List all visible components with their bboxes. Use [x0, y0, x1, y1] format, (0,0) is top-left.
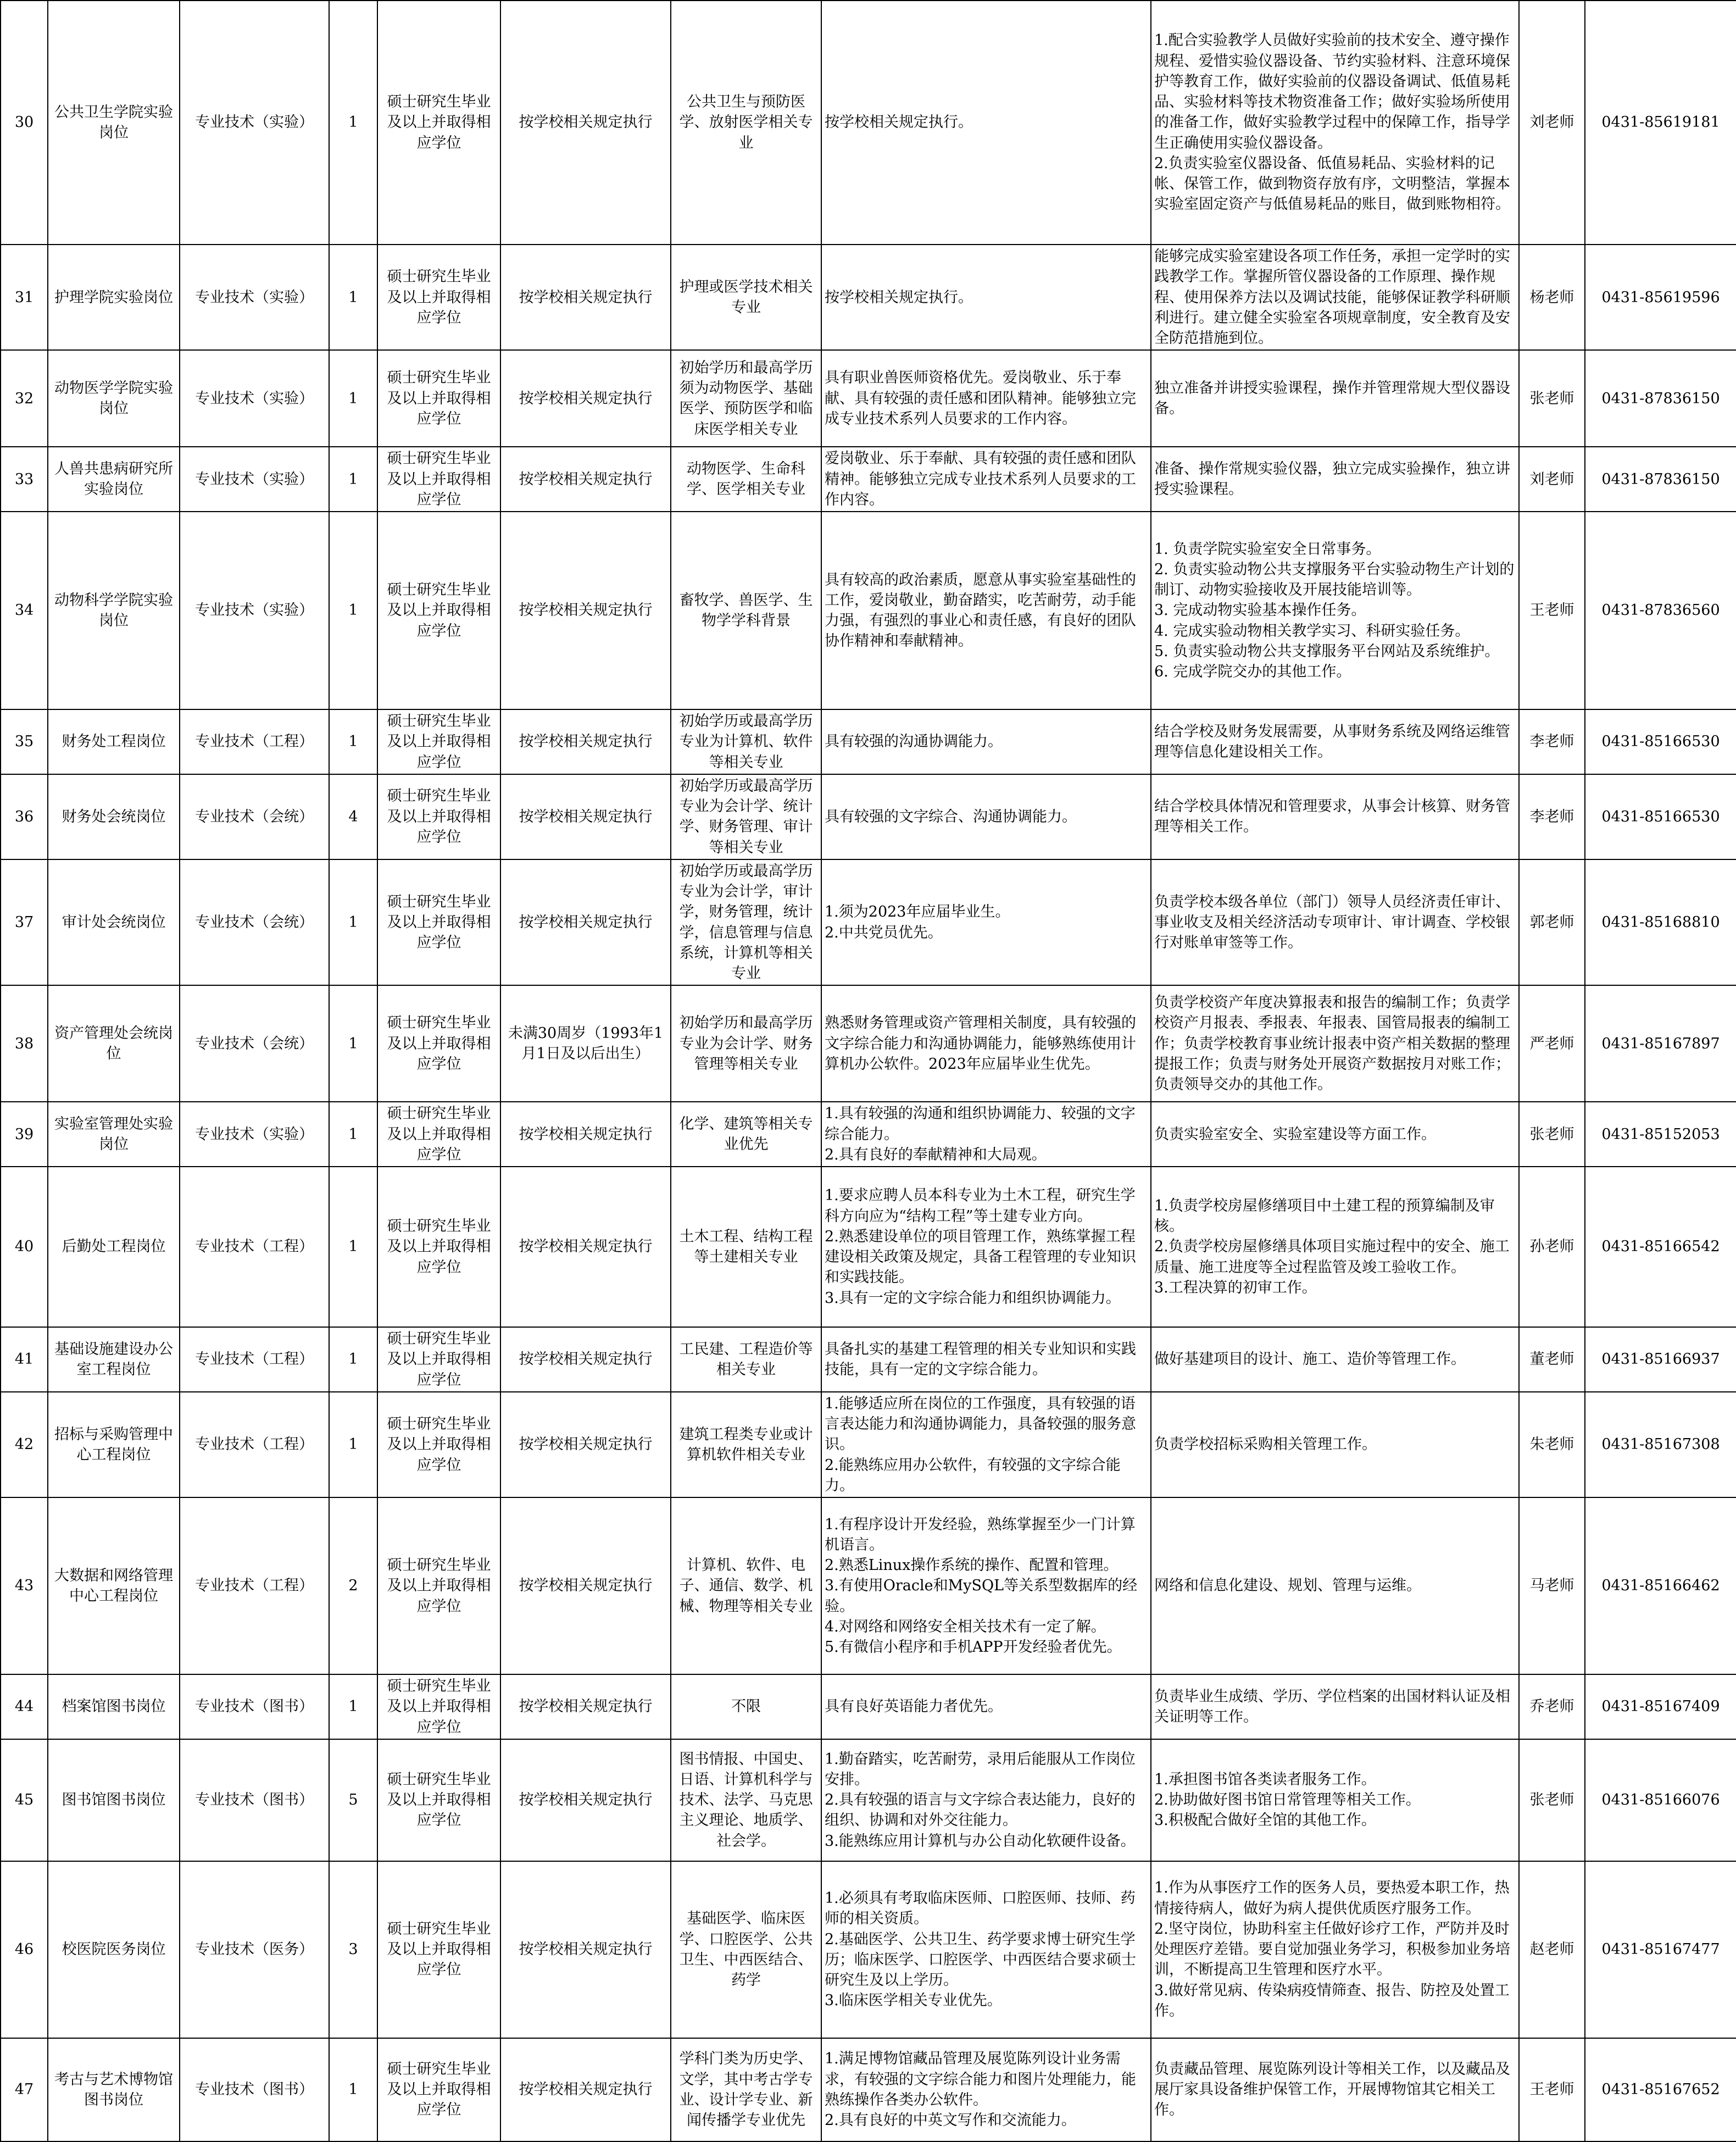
- post-name: 大数据和网络管理中心工程岗位: [48, 1497, 180, 1674]
- row-number: 46: [1, 1861, 48, 2038]
- major-requirement: 初始学历或最高学历专业为会计学，审计学，财务管理，统计学，信息管理与信息系统，计算机等相关专业: [671, 859, 821, 986]
- major-requirement: 基础医学、临床医学、口腔医学、公共卫生、中西医结合、药学: [671, 1861, 821, 2038]
- education-requirement: 硕士研究生毕业及以上并取得相应学位: [377, 709, 500, 774]
- major-requirement: 化学、建筑等相关专业优先: [671, 1102, 821, 1167]
- hire-count: 1: [329, 1102, 377, 1167]
- post-category: 专业技术（图书）: [180, 2038, 329, 2141]
- age-requirement: 按学校相关规定执行: [500, 2038, 671, 2141]
- job-duties: 结合学校具体情况和管理要求，从事会计核算、财务管理等相关工作。: [1151, 774, 1519, 859]
- contact-phone: 0431-85168810: [1585, 859, 1736, 986]
- other-requirements: 1.勤奋踏实，吃苦耐劳，录用后能服从工作岗位安排。 2.具有较强的语言与文字综合表达能力，良好的组织、协调和对外交往能力。 3.能熟练应用计算机与办公自动化软硬件设备。: [821, 1739, 1151, 1861]
- post-name: 动物医学学院实验岗位: [48, 350, 180, 447]
- post-category: 专业技术（工程）: [180, 1392, 329, 1497]
- job-duties: 1.负责学校房屋修缮项目中土建工程的预算编制及审核。 2.负责学校房屋修缮具体项目实施过程中的安全、施工质量、施工进度等全过程监管及竣工验收工作。 3.工程决算的初审工作。: [1151, 1167, 1519, 1327]
- age-requirement: 按学校相关规定执行: [500, 709, 671, 774]
- contact-person: 马老师: [1519, 1497, 1585, 1674]
- post-category: 专业技术（实验）: [180, 512, 329, 709]
- contact-phone: 0431-85619596: [1585, 245, 1736, 350]
- other-requirements: 按学校相关规定执行。: [821, 1, 1151, 245]
- major-requirement: 图书情报、中国史、日语、计算机科学与技术、法学、马克思主义理论、地质学、社会学。: [671, 1739, 821, 1861]
- other-requirements: 具有较高的政治素质，愿意从事实验室基础性的工作，爱岗敬业，勤奋踏实，吃苦耐劳，动手能力强，有强烈的事业心和责任感，有良好的团队协作精神和奉献精神。: [821, 512, 1151, 709]
- contact-person: 李老师: [1519, 709, 1585, 774]
- row-number: 41: [1, 1327, 48, 1392]
- post-category: 专业技术（工程）: [180, 1497, 329, 1674]
- other-requirements: 具备扎实的基建工程管理的相关专业知识和实践技能，具有一定的文字综合能力。: [821, 1327, 1151, 1392]
- table-row: [1, 985, 1736, 1102]
- age-requirement: 按学校相关规定执行: [500, 859, 671, 986]
- hire-count: 4: [329, 774, 377, 859]
- row-number: 31: [1, 245, 48, 350]
- education-requirement: 硕士研究生毕业及以上并取得相应学位: [377, 1497, 500, 1674]
- other-requirements: 1.须为2023年应届毕业生。 2.中共党员优先。: [821, 859, 1151, 986]
- row-number: 34: [1, 512, 48, 709]
- post-name: 动物科学学院实验岗位: [48, 512, 180, 709]
- age-requirement: 按学校相关规定执行: [500, 447, 671, 512]
- education-requirement: 硕士研究生毕业及以上并取得相应学位: [377, 1861, 500, 2038]
- age-requirement: 按学校相关规定执行: [500, 774, 671, 859]
- contact-phone: 0431-85166076: [1585, 1739, 1736, 1861]
- job-duties: 负责学校招标采购相关管理工作。: [1151, 1392, 1519, 1497]
- post-name: 资产管理处会统岗位: [48, 985, 180, 1102]
- row-number: 38: [1, 985, 48, 1102]
- table-row: [1, 2038, 1736, 2141]
- contact-phone: 0431-85166937: [1585, 1327, 1736, 1392]
- education-requirement: 硕士研究生毕业及以上并取得相应学位: [377, 1327, 500, 1392]
- age-requirement: 按学校相关规定执行: [500, 350, 671, 447]
- hire-count: 1: [329, 245, 377, 350]
- education-requirement: 硕士研究生毕业及以上并取得相应学位: [377, 2038, 500, 2141]
- post-category: 专业技术（实验）: [180, 245, 329, 350]
- job-duties: 负责毕业生成绩、学历、学位档案的出国材料认证及相关证明等工作。: [1151, 1674, 1519, 1739]
- job-duties: 结合学校及财务发展需要，从事财务系统及网络运维管理等信息化建设相关工作。: [1151, 709, 1519, 774]
- table-row: [1, 512, 1736, 709]
- hire-count: 1: [329, 1327, 377, 1392]
- table-row: [1, 1167, 1736, 1327]
- table-row: [1, 709, 1736, 774]
- post-category: 专业技术（工程）: [180, 709, 329, 774]
- hire-count: 1: [329, 709, 377, 774]
- contact-phone: 0431-85167897: [1585, 985, 1736, 1102]
- table-row: [1, 350, 1736, 447]
- education-requirement: 硕士研究生毕业及以上并取得相应学位: [377, 985, 500, 1102]
- contact-phone: 0431-85152053: [1585, 1102, 1736, 1167]
- contact-person: 杨老师: [1519, 245, 1585, 350]
- post-category: 专业技术（工程）: [180, 1327, 329, 1392]
- table-row: [1, 1497, 1736, 1674]
- age-requirement: 按学校相关规定执行: [500, 1497, 671, 1674]
- contact-person: 张老师: [1519, 1739, 1585, 1861]
- contact-phone: 0431-85166530: [1585, 709, 1736, 774]
- contact-phone: 0431-85166542: [1585, 1167, 1736, 1327]
- hire-count: 1: [329, 2038, 377, 2141]
- education-requirement: 硕士研究生毕业及以上并取得相应学位: [377, 1, 500, 245]
- contact-person: 乔老师: [1519, 1674, 1585, 1739]
- other-requirements: 1.满足博物馆藏品管理及展览陈列设计业务需求，有较强的文字综合能力和图片处理能力，能熟练操作各类办公软件。 2.具有良好的中英文写作和交流能力。: [821, 2038, 1151, 2141]
- major-requirement: 护理或医学技术相关专业: [671, 245, 821, 350]
- education-requirement: 硕士研究生毕业及以上并取得相应学位: [377, 1674, 500, 1739]
- hire-count: 5: [329, 1739, 377, 1861]
- age-requirement: 按学校相关规定执行: [500, 245, 671, 350]
- contact-person: 刘老师: [1519, 447, 1585, 512]
- major-requirement: 初始学历或最高学历专业为计算机、软件等相关专业: [671, 709, 821, 774]
- education-requirement: 硕士研究生毕业及以上并取得相应学位: [377, 774, 500, 859]
- row-number: 36: [1, 774, 48, 859]
- education-requirement: 硕士研究生毕业及以上并取得相应学位: [377, 1739, 500, 1861]
- post-name: 校医院医务岗位: [48, 1861, 180, 2038]
- contact-phone: 0431-85167409: [1585, 1674, 1736, 1739]
- row-number: 32: [1, 350, 48, 447]
- age-requirement: 未满30周岁（1993年1月1日及以后出生）: [500, 985, 671, 1102]
- job-duties: 能够完成实验室建设各项工作任务，承担一定学时的实践教学工作。掌握所管仪器设备的工作原理、操作规程、使用保养方法以及调试技能，能够保证教学科研顺利进行。建立健全实验室各项规章制度，安全教育及安全防范措施到位。: [1151, 245, 1519, 350]
- post-category: 专业技术（工程）: [180, 1167, 329, 1327]
- table-row: [1, 774, 1736, 859]
- age-requirement: 按学校相关规定执行: [500, 1327, 671, 1392]
- age-requirement: 按学校相关规定执行: [500, 1167, 671, 1327]
- job-duties: 1. 负责学院实验室安全日常事务。 2. 负责实验动物公共支撑服务平台实验动物生产计划的制订、动物实验接收及开展技能培训等。 3. 完成动物实验基本操作任务。 4. 完成实验动物相关教学实习、科研实验任务。 5. 负责实验动物公共支撑服务平台网站及系统维护。 6. 完成学院交办的其他工作。: [1151, 512, 1519, 709]
- age-requirement: 按学校相关规定执行: [500, 1674, 671, 1739]
- other-requirements: 具有较强的文字综合、沟通协调能力。: [821, 774, 1151, 859]
- table-row: [1, 1, 1736, 245]
- post-category: 专业技术（图书）: [180, 1674, 329, 1739]
- contact-phone: 0431-87836150: [1585, 447, 1736, 512]
- education-requirement: 硕士研究生毕业及以上并取得相应学位: [377, 512, 500, 709]
- education-requirement: 硕士研究生毕业及以上并取得相应学位: [377, 350, 500, 447]
- other-requirements: 具有良好英语能力者优先。: [821, 1674, 1151, 1739]
- hire-count: 1: [329, 985, 377, 1102]
- post-name: 护理学院实验岗位: [48, 245, 180, 350]
- contact-phone: 0431-85166530: [1585, 774, 1736, 859]
- row-number: 39: [1, 1102, 48, 1167]
- job-duties: 1.作为从事医疗工作的医务人员，要热爱本职工作，热情接待病人，做好为病人提供优质医疗服务工作。 2.坚守岗位，协助科室主任做好诊疗工作，严防并及时处理医疗差错。要自觉加强业务学习，积极参加业务培训，不断提高卫生管理和医疗水平。 3.做好常见病、传染病疫情筛查、报告、防控及处置工作。: [1151, 1861, 1519, 2038]
- contact-phone: 0431-85167652: [1585, 2038, 1736, 2141]
- other-requirements: 具有较强的沟通协调能力。: [821, 709, 1151, 774]
- hire-count: 1: [329, 859, 377, 986]
- other-requirements: 1.有程序设计开发经验，熟练掌握至少一门计算机语言。 2.熟悉Linux操作系统的操作、配置和管理。 3.有使用Oracle和MySQL等关系型数据库的经验。 4.对网络和网络安全相关技术有一定了解。 5.有微信小程序和手机APP开发经验者优先。: [821, 1497, 1151, 1674]
- major-requirement: 计算机、软件、电子、通信、数学、机械、物理等相关专业: [671, 1497, 821, 1674]
- contact-person: 朱老师: [1519, 1392, 1585, 1497]
- education-requirement: 硕士研究生毕业及以上并取得相应学位: [377, 1167, 500, 1327]
- row-number: 35: [1, 709, 48, 774]
- contact-phone: 0431-85167477: [1585, 1861, 1736, 2038]
- contact-person: 李老师: [1519, 774, 1585, 859]
- table-row: [1, 859, 1736, 986]
- hire-count: 1: [329, 1167, 377, 1327]
- contact-person: 郭老师: [1519, 859, 1585, 986]
- table-row: [1, 1327, 1736, 1392]
- age-requirement: 按学校相关规定执行: [500, 1, 671, 245]
- contact-phone: 0431-85166462: [1585, 1497, 1736, 1674]
- post-category: 专业技术（会统）: [180, 985, 329, 1102]
- post-name: 财务处会统岗位: [48, 774, 180, 859]
- contact-person: 刘老师: [1519, 1, 1585, 245]
- age-requirement: 按学校相关规定执行: [500, 1861, 671, 2038]
- age-requirement: 按学校相关规定执行: [500, 1392, 671, 1497]
- post-name: 后勤处工程岗位: [48, 1167, 180, 1327]
- other-requirements: 1.具有较强的沟通和组织协调能力、较强的文字综合能力。 2.具有良好的奉献精神和大局观。: [821, 1102, 1151, 1167]
- post-category: 专业技术（实验）: [180, 1102, 329, 1167]
- contact-person: 王老师: [1519, 2038, 1585, 2141]
- other-requirements: 熟悉财务管理或资产管理相关制度，具有较强的文字综合能力和沟通协调能力，能够熟练使用计算机办公软件。2023年应届毕业生优先。: [821, 985, 1151, 1102]
- contact-phone: 0431-85167308: [1585, 1392, 1736, 1497]
- hire-count: 1: [329, 350, 377, 447]
- contact-phone: 0431-87836560: [1585, 512, 1736, 709]
- job-duties: 负责实验室安全、实验室建设等方面工作。: [1151, 1102, 1519, 1167]
- job-duties: 负责学校本级各单位（部门）领导人员经济责任审计、事业收支及相关经济活动专项审计、审计调查、学校银行对账单审签等工作。: [1151, 859, 1519, 986]
- other-requirements: 1.必须具有考取临床医师、口腔医师、技师、药师的相关资质。 2.基础医学、公共卫生、药学要求博士研究生学历；临床医学、口腔医学、中西医结合要求硕士研究生及以上学历。 3.临床医学相关专业优先。: [821, 1861, 1151, 2038]
- hire-count: 1: [329, 1392, 377, 1497]
- post-category: 专业技术（会统）: [180, 859, 329, 986]
- major-requirement: 建筑工程类专业或计算机软件相关专业: [671, 1392, 821, 1497]
- hire-count: 1: [329, 512, 377, 709]
- job-duties: 负责藏品管理、展览陈列设计等相关工作，以及藏品及展厅家具设备维护保管工作，开展博物馆其它相关工作。: [1151, 2038, 1519, 2141]
- post-name: 考古与艺术博物馆图书岗位: [48, 2038, 180, 2141]
- job-duties: 做好基建项目的设计、施工、造价等管理工作。: [1151, 1327, 1519, 1392]
- hire-count: 1: [329, 447, 377, 512]
- major-requirement: 初始学历和最高学历须为动物医学、基础医学、预防医学和临床医学相关专业: [671, 350, 821, 447]
- post-name: 财务处工程岗位: [48, 709, 180, 774]
- row-number: 33: [1, 447, 48, 512]
- other-requirements: 爱岗敬业、乐于奉献、具有较强的责任感和团队精神。能够独立完成专业技术系列人员要求的工作内容。: [821, 447, 1151, 512]
- hire-count: 1: [329, 1, 377, 245]
- major-requirement: 土木工程、结构工程等土建相关专业: [671, 1167, 821, 1327]
- row-number: 37: [1, 859, 48, 986]
- other-requirements: 1.能够适应所在岗位的工作强度，具有较强的语言表达能力和沟通协调能力，具备较强的服务意识。 2.能熟练应用办公软件，有较强的文字综合能力。: [821, 1392, 1151, 1497]
- major-requirement: 学科门类为历史学、文学，其中考古学专业、设计学专业、新闻传播学专业优先: [671, 2038, 821, 2141]
- other-requirements: 1.要求应聘人员本科专业为土木工程，研究生学科方向应为“结构工程”等土建专业方向。 2.熟悉建设单位的项目管理工作，熟练掌握工程建设相关政策及规定，具备工程管理的专业知识和实践技能。 3.具有一定的文字综合能力和组织协调能力。: [821, 1167, 1151, 1327]
- age-requirement: 按学校相关规定执行: [500, 1739, 671, 1861]
- table-row: [1, 245, 1736, 350]
- table-row: [1, 1102, 1736, 1167]
- major-requirement: 工民建、工程造价等相关专业: [671, 1327, 821, 1392]
- job-duties: 准备、操作常规实验仪器，独立完成实验操作，独立讲授实验课程。: [1151, 447, 1519, 512]
- hire-count: 1: [329, 1674, 377, 1739]
- job-duties: 独立准备并讲授实验课程，操作并管理常规大型仪器设备。: [1151, 350, 1519, 447]
- contact-phone: 0431-87836150: [1585, 350, 1736, 447]
- post-name: 人兽共患病研究所实验岗位: [48, 447, 180, 512]
- other-requirements: 按学校相关规定执行。: [821, 245, 1151, 350]
- table-row: [1, 447, 1736, 512]
- post-category: 专业技术（实验）: [180, 447, 329, 512]
- row-number: 47: [1, 2038, 48, 2141]
- post-name: 档案馆图书岗位: [48, 1674, 180, 1739]
- education-requirement: 硕士研究生毕业及以上并取得相应学位: [377, 245, 500, 350]
- post-category: 专业技术（图书）: [180, 1739, 329, 1861]
- table-row: [1, 1739, 1736, 1861]
- post-name: 基础设施建设办公室工程岗位: [48, 1327, 180, 1392]
- post-name: 审计处会统岗位: [48, 859, 180, 986]
- post-category: 专业技术（医务）: [180, 1861, 329, 2038]
- age-requirement: 按学校相关规定执行: [500, 512, 671, 709]
- major-requirement: 公共卫生与预防医学、放射医学相关专业: [671, 1, 821, 245]
- education-requirement: 硕士研究生毕业及以上并取得相应学位: [377, 1102, 500, 1167]
- education-requirement: 硕士研究生毕业及以上并取得相应学位: [377, 1392, 500, 1497]
- table-row: [1, 1861, 1736, 2038]
- contact-person: 张老师: [1519, 350, 1585, 447]
- post-name: 招标与采购管理中心工程岗位: [48, 1392, 180, 1497]
- major-requirement: 动物医学、生命科学、医学相关专业: [671, 447, 821, 512]
- row-number: 43: [1, 1497, 48, 1674]
- other-requirements: 具有职业兽医师资格优先。爱岗敬业、乐于奉献、具有较强的责任感和团队精神。能够独立完成专业技术系列人员要求的工作内容。: [821, 350, 1151, 447]
- major-requirement: 初始学历和最高学历专业为会计学、财务管理等相关专业: [671, 985, 821, 1102]
- row-number: 42: [1, 1392, 48, 1497]
- post-category: 专业技术（会统）: [180, 774, 329, 859]
- row-number: 30: [1, 1, 48, 245]
- post-category: 专业技术（实验）: [180, 350, 329, 447]
- row-number: 45: [1, 1739, 48, 1861]
- post-name: 公共卫生学院实验岗位: [48, 1, 180, 245]
- education-requirement: 硕士研究生毕业及以上并取得相应学位: [377, 859, 500, 986]
- major-requirement: 不限: [671, 1674, 821, 1739]
- job-duties: 网络和信息化建设、规划、管理与运维。: [1151, 1497, 1519, 1674]
- job-duties: 负责学校资产年度决算报表和报告的编制工作；负责学校资产月报表、季报表、年报表、国管局报表的编制工作；负责学校教育事业统计报表中资产相关数据的整理提报工作；负责与财务处开展资产数据按月对账工作；负责领导交办的其他工作。: [1151, 985, 1519, 1102]
- major-requirement: 畜牧学、兽医学、生物学学科背景: [671, 512, 821, 709]
- education-requirement: 硕士研究生毕业及以上并取得相应学位: [377, 447, 500, 512]
- contact-person: 张老师: [1519, 1102, 1585, 1167]
- row-number: 40: [1, 1167, 48, 1327]
- post-name: 图书馆图书岗位: [48, 1739, 180, 1861]
- table-row: [1, 1674, 1736, 1739]
- major-requirement: 初始学历或最高学历专业为会计学、统计学、财务管理、审计等相关专业: [671, 774, 821, 859]
- contact-person: 董老师: [1519, 1327, 1585, 1392]
- age-requirement: 按学校相关规定执行: [500, 1102, 671, 1167]
- contact-phone: 0431-85619181: [1585, 1, 1736, 245]
- job-duties: 1.承担图书馆各类读者服务工作。 2.协助做好图书馆日常管理等相关工作。 3.积极配合做好全馆的其他工作。: [1151, 1739, 1519, 1861]
- table-body: [1, 1, 1736, 2141]
- row-number: 44: [1, 1674, 48, 1739]
- table-row: [1, 1392, 1736, 1497]
- post-category: 专业技术（实验）: [180, 1, 329, 245]
- post-name: 实验室管理处实验岗位: [48, 1102, 180, 1167]
- hire-count: 2: [329, 1497, 377, 1674]
- hire-count: 3: [329, 1861, 377, 2038]
- contact-person: 严老师: [1519, 985, 1585, 1102]
- contact-person: 王老师: [1519, 512, 1585, 709]
- contact-person: 赵老师: [1519, 1861, 1585, 2038]
- job-duties: 1.配合实验教学人员做好实验前的技术安全、遵守操作规程、爱惜实验仪器设备、节约实验材料、注意环境保护等教育工作，做好实验前的仪器设备调试、低值易耗品、实验材料等技术物资准备工作；做好实验场所使用的准备工作，做好实验教学过程中的保障工作，指导学生正确使用实验仪器设备。 2.负责实验室仪器设备、低值易耗品、实验材料的记帐、保管工作，做到物资存放有序，文明整洁，掌握本实验室固定资产与低值易耗品的账目，做到账物相符。: [1151, 1, 1519, 245]
- contact-person: 孙老师: [1519, 1167, 1585, 1327]
